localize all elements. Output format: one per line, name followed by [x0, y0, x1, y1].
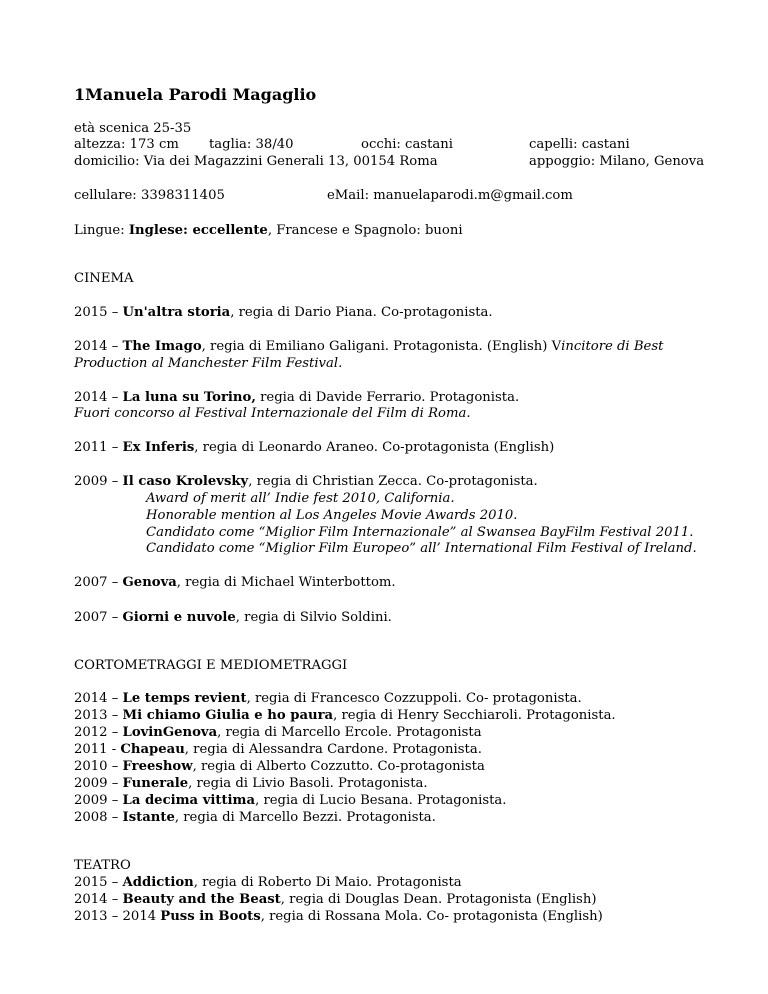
cinema-item — [74, 473, 538, 491]
film-title: Il caso Krolevsky — [122, 474, 249, 489]
credit: , regia di Lucio Besana. Protagonista. — [255, 793, 507, 808]
film-title: Giorni e nuvole — [122, 610, 236, 625]
film-title: Genova — [122, 575, 177, 590]
year: 2007 – — [74, 610, 123, 625]
film-title: Funerale — [122, 776, 189, 791]
credit: , regia di Silvio Soldini. — [235, 610, 392, 625]
film-title: La luna su Torino, — [122, 390, 256, 405]
award-line — [146, 540, 697, 558]
credit: , regia di Michael Winterbottom. — [176, 575, 396, 590]
corto-item — [74, 792, 506, 810]
show-title: Beauty and the Beast — [122, 892, 281, 907]
year: 2014 – — [74, 691, 123, 706]
corto-item — [74, 775, 428, 793]
film-title: Le temps revient — [122, 691, 247, 706]
year: 2010 – — [74, 759, 123, 774]
corto-item — [74, 690, 582, 708]
award-line — [146, 507, 517, 525]
credit: , regia di Rossana Mola. Co- protagonista (English) — [260, 909, 603, 924]
festival-text: Fuori concorso al Festival Internazionale del Film di Roma. — [74, 406, 471, 421]
film-title: LovinGenova — [122, 725, 218, 740]
cinema-item — [74, 338, 663, 356]
lingue-prefix: Lingue: — [74, 223, 129, 238]
credit: , regia di Livio Basoli. Protagonista. — [188, 776, 428, 791]
lingue-rest: , Francese e Spagnolo: buoni — [267, 223, 463, 238]
corto-heading: CORTOMETRAGGI E MEDIOMETRAGGI — [74, 658, 348, 673]
award-line — [146, 490, 455, 508]
award-text: Candidato come “Miglior Film Internazionale” al Swansea BayFilm Festival 2011. — [146, 525, 694, 540]
corto-item — [74, 724, 482, 742]
occhi: occhi: castani — [361, 137, 453, 152]
year: 2015 – — [74, 305, 123, 320]
show-title: Puss in Boots — [160, 909, 261, 924]
credit: regia di Davide Ferrario. Protagonista. — [255, 390, 520, 405]
award-note: Production al Manchester Film Festival. — [74, 356, 343, 371]
cinema-item — [74, 609, 392, 627]
year: 2009 – — [74, 793, 123, 808]
credit: , regia di Alessandra Cardone. Protagonista. — [184, 742, 482, 757]
credit: , regia di Marcello Ercole. Protagonista — [217, 725, 482, 740]
corto-item — [74, 741, 482, 759]
award-note-cont — [74, 355, 342, 373]
film-title: Un'altra storia — [122, 305, 231, 320]
capelli: capelli: castani — [529, 137, 630, 152]
cinema-heading: CINEMA — [74, 271, 134, 286]
lingue — [74, 222, 463, 240]
film-title: Istante — [122, 810, 175, 825]
credit: , regia di Henry Secchiaroli. Protagonista. — [333, 708, 616, 723]
year: 2013 – 2014 — [74, 909, 161, 924]
credit: , regia di Marcello Bezzi. Protagonista. — [174, 810, 436, 825]
corto-item — [74, 707, 616, 725]
taglia: taglia: 38/40 — [209, 137, 294, 152]
cinema-item — [74, 304, 493, 322]
credit: , regia di Roberto Di Maio. Protagonista — [193, 875, 462, 890]
credit: , regia di Leonardo Araneo. Co-protagonista (English) — [194, 440, 555, 455]
cinema-item — [74, 574, 396, 592]
credit: , regia di Douglas Dean. Protagonista (English) — [280, 892, 597, 907]
credit: , regia di Francesco Cozzuppoli. Co- protagonista. — [246, 691, 582, 706]
teatro-heading: TEATRO — [74, 858, 131, 873]
film-title: Freeshow — [122, 759, 193, 774]
film-title: The Imago — [122, 339, 202, 354]
award-text: Award of merit all’ Indie fest 2010, California. — [146, 491, 455, 506]
cinema-item — [74, 439, 554, 457]
year: 2009 – — [74, 776, 123, 791]
year: 2009 – — [74, 474, 123, 489]
award-text: Honorable mention al Los Angeles Movie Awards 2010. — [146, 508, 518, 523]
corto-item — [74, 758, 485, 776]
teatro-item — [74, 891, 596, 909]
award-note: incitore di Best — [561, 339, 664, 354]
year: 2011 - — [74, 742, 121, 757]
year: 2014 – — [74, 892, 123, 907]
cellulare: cellulare: 3398311405 — [74, 188, 225, 203]
domicilio: domicilio: Via dei Magazzini Generali 13, 00154 Roma — [74, 154, 438, 169]
year: 2011 – — [74, 440, 123, 455]
credit: , regia di Dario Piana. Co-protagonista. — [230, 305, 493, 320]
year: 2014 – — [74, 390, 123, 405]
award-text: Candidato come “Miglior Film Europeo” all’ International Film Festival of Ireland. — [146, 541, 697, 556]
festival-note — [74, 405, 471, 423]
altezza: altezza: 173 cm — [74, 137, 179, 152]
year: 2012 – — [74, 725, 123, 740]
teatro-item — [74, 874, 462, 892]
corto-item — [74, 809, 436, 827]
film-title: Mi chiamo Giulia e ho paura — [122, 708, 334, 723]
lingue-main: Inglese: eccellente — [128, 223, 268, 238]
teatro-item — [74, 908, 603, 926]
year: 2014 – — [74, 339, 123, 354]
appoggio: appoggio: Milano, Genova — [529, 154, 705, 169]
credit: , regia di Alberto Cozzutto. Co-protagonista — [192, 759, 485, 774]
year: 2015 – — [74, 875, 123, 890]
film-title: Chapeau — [120, 742, 185, 757]
film-title: Ex Inferis — [122, 440, 195, 455]
year: 2007 – — [74, 575, 123, 590]
eta-scenica: età scenica 25-35 — [74, 121, 192, 136]
credit: , regia di Emiliano Galigani. Protagonista. (English) V — [201, 339, 562, 354]
film-title: La decima vittima — [122, 793, 256, 808]
year: 2008 – — [74, 810, 123, 825]
show-title: Addiction — [122, 875, 194, 890]
year: 2013 – — [74, 708, 123, 723]
email: eMail: manuelaparodi.m@gmail.com — [327, 188, 573, 203]
credit: , regia di Christian Zecca. Co-protagonista. — [248, 474, 538, 489]
actor-name: 1Manuela Parodi Magaglio — [74, 85, 317, 104]
